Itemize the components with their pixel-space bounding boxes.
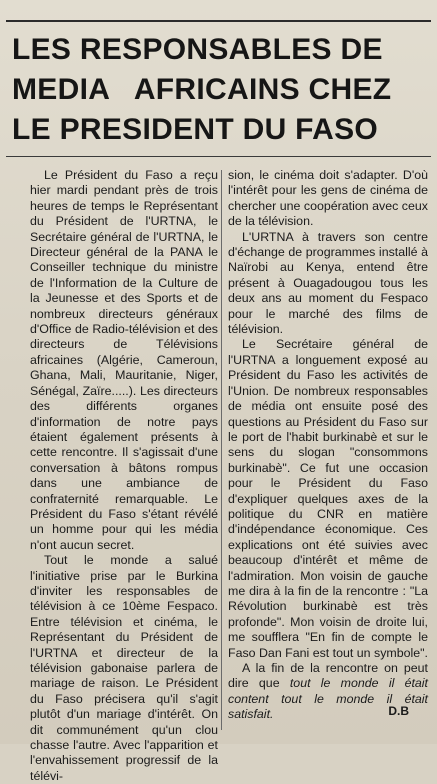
article-paragraph: sion, le cinéma doit s'adapter. D'où l'intérêt pour les gens de cinéma de chercher une coopération avec ceux de la télévision. <box>228 168 428 229</box>
headline-rule <box>6 156 431 157</box>
column-divider <box>221 170 222 730</box>
article-paragraph: Tout le monde a salué l'initiative prise par le Burkina d'inviter les responsables de télévision à ce 10ème Fespaco. Entre télévision et cinéma, le Représentant du Président de l'URTNA et directeur de la télévision gabonaise parlera de mariage de raison. Le Président du Faso précisera qu'il s'agit plutôt d'un mariage d'intérêt. On dit communément qu'un clou chasse l'autre. Avec l'apparition et l'envahissement progressif de la télévi- <box>30 553 218 783</box>
top-rule <box>6 20 431 22</box>
closing-italic: tout le monde il était content tout le monde il était satisfait. <box>228 676 428 722</box>
author-signature: D.B <box>388 704 409 718</box>
closing-lead: A la fin de la rencontre on peut dire que <box>228 661 428 691</box>
article-paragraph: Le Président du Faso a reçu hier mardi pendant près de trois heures de temps le Représentant du Président de l'URTNA, le Secrétaire général de l'URTNA, le Directeur général de la PANA le Conseiller technique du ministre de l'Information de la Culture de la Jeunesse et des Sports et de nombreux directeurs généraux d'Office de Radio-télévision et des directeurs de Télévisions africaines (Algérie, Cameroun, Ghana, Mali, Mauritanie, Niger, Sénégal, Zaïre.....). Les directeurs des différents organes d'information de notre pays étaient également présents à cette rencontre. Il s'agissait d'une conversation à bâtons rompus dans une ambiance de confraternité remarquable. Le Président du Faso s'étant révélé un homme pour qui les média n'ont aucun secret. <box>30 168 218 552</box>
article-paragraph: L'URTNA à travers son centre d'échange de programmes installé à Naïrobi au Kenya, entend être présent à Ouagadougou tous les deux ans au moment du Fespaco pour le marché des films de télévision. <box>228 229 428 337</box>
headline-line-1: LES RESPONSABLES DE <box>12 33 383 66</box>
article-column-right <box>228 168 428 723</box>
headline-line-3: LE PRESIDENT DU FASO <box>12 113 379 146</box>
article-paragraph: Le Secrétaire général de l'URTNA a longuement exposé au Président du Faso les activités de l'Union. De nombreux responsables de média ont ensuite posé des questions au Président du Faso sur le port de l'habit burkinabè et sur le sens du slogan "consommons burkinabè". Ce fut une occasion pour le Président du Faso d'expliquer quelques axes de la politique du CNR en matière d'indépendance économique. Ces explications ont été suivies avec beaucoup d'intérêt et même de l'admiration. Mon voisin de gauche me dira à la fin de la rencontre : "La Révolution burkinabè est très profonde". Mon voisin de droite lui, me soufflera "En fin de compte le Faso Dan Fani est tout un symbole". <box>228 337 428 660</box>
article-column-left <box>30 168 218 784</box>
headline <box>12 30 427 150</box>
headline-line-2: MEDIA AFRICAINS CHEZ <box>12 73 392 106</box>
